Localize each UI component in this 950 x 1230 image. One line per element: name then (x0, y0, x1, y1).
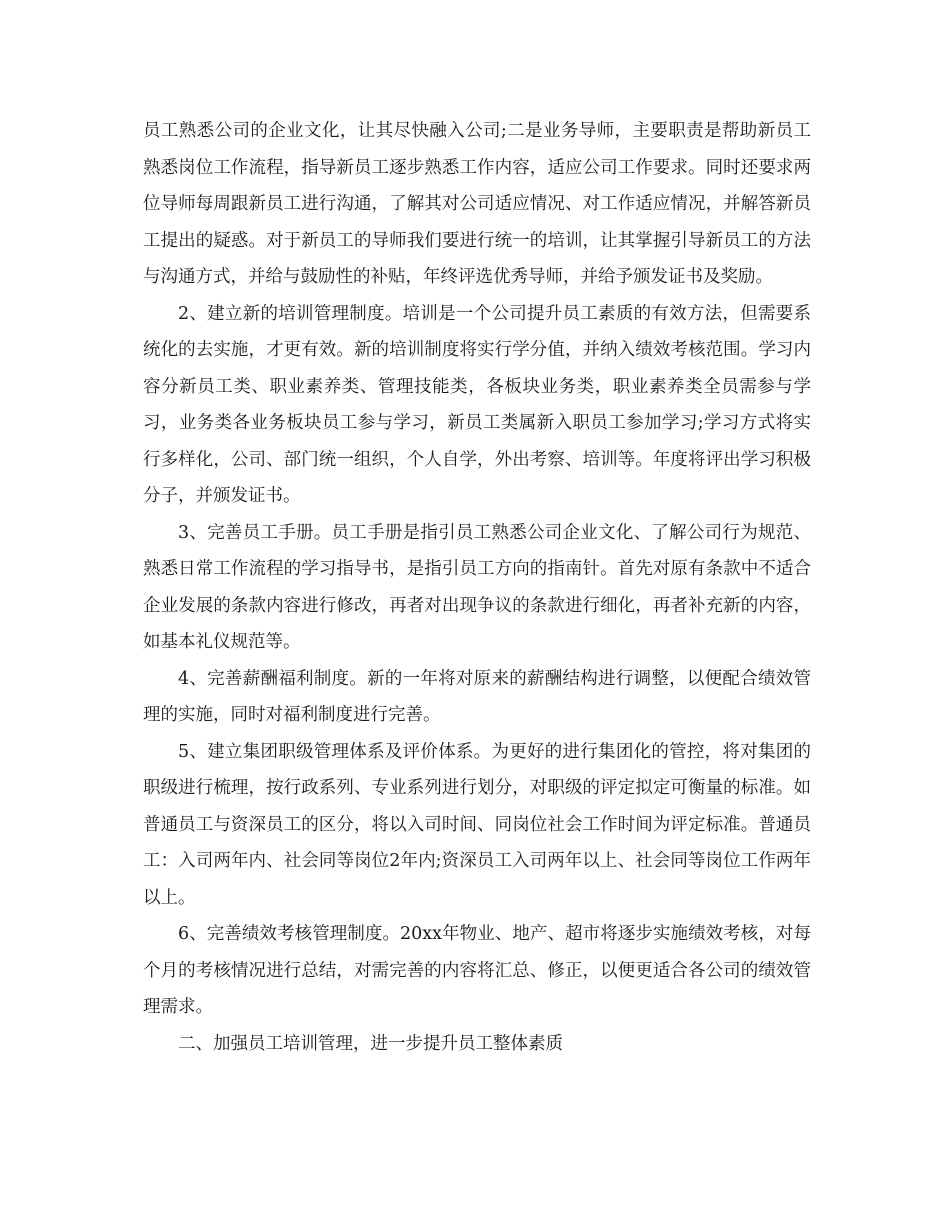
paragraph-continuation: 员工熟悉公司的企业文化，让其尽快融入公司;二是业务导师，主要职责是帮助新员工熟悉岗位工作流程，指导新员工逐步熟悉工作内容，适应公司工作要求。同时还要求两位导师每周跟新员工进行沟通，了解其对公司适应情况、对工作适应情况，并解答新员工提出的疑惑。对于新员工的导师我们要进行统一的培训，让其掌握引导新员工的方法与沟通方式，并给与鼓励性的补贴，年终评选优秀导师，并给予颁发证书及奖励。 (143, 121, 811, 287)
paragraph-item-6: 6、完善绩效考核管理制度。20xx年物业、地产、超市将逐步实施绩效考核，对每个月的考核情况进行总结，对需完善的内容将汇总、修正，以便更适合各公司的绩效管理需求。 (143, 924, 811, 1017)
paragraph-item-2: 2、建立新的培训管理制度。培训是一个公司提升员工素质的有效方法，但需要系统化的去实施，才更有效。新的培训制度将实行学分值，并纳入绩效考核范围。学习内容分新员工类、职业素养类、管理技能类，各板块业务类，职业素养类全员需参与学习，业务类各业务板块员工参与学习，新员工类属新入职员工参加学习;学习方式将实行多样化，公司、部门统一组织，个人自学，外出考察、培训等。年度将评出学习积极分子，并颁发证书。 (143, 303, 811, 506)
paragraph-item-4: 4、完善薪酬福利制度。新的一年将对原来的薪酬结构进行调整，以便配合绩效管理的实施，同时对福利制度进行完善。 (143, 668, 811, 725)
document-body (143, 113, 811, 1062)
section-heading: 二、加强员工培训管理，进一步提升员工整体素质 (178, 1033, 563, 1054)
paragraph-item-3: 3、完善员工手册。员工手册是指引员工熟悉公司企业文化、了解公司行为规范、熟悉日常工作流程的学习指导书，是指引员工方向的指南针。首先对原有条款中不适合企业发展的条款内容进行修改，再者对出现争议的条款进行细化，再者补充新的内容，如基本礼仪规范等。 (143, 522, 811, 652)
paragraph-item-5: 5、建立集团职级管理体系及评价体系。为更好的进行集团化的管控，将对集团的职级进行梳理，按行政系列、专业系列进行划分，对职级的评定拟定可衡量的标准。如普通员工与资深员工的区分，将以入司时间、同岗位社会工作时间为评定标准。普通员工：入司两年内、社会同等岗位2年内;资深员工入司两年以上、社会同等岗位工作两年以上。 (143, 741, 811, 908)
